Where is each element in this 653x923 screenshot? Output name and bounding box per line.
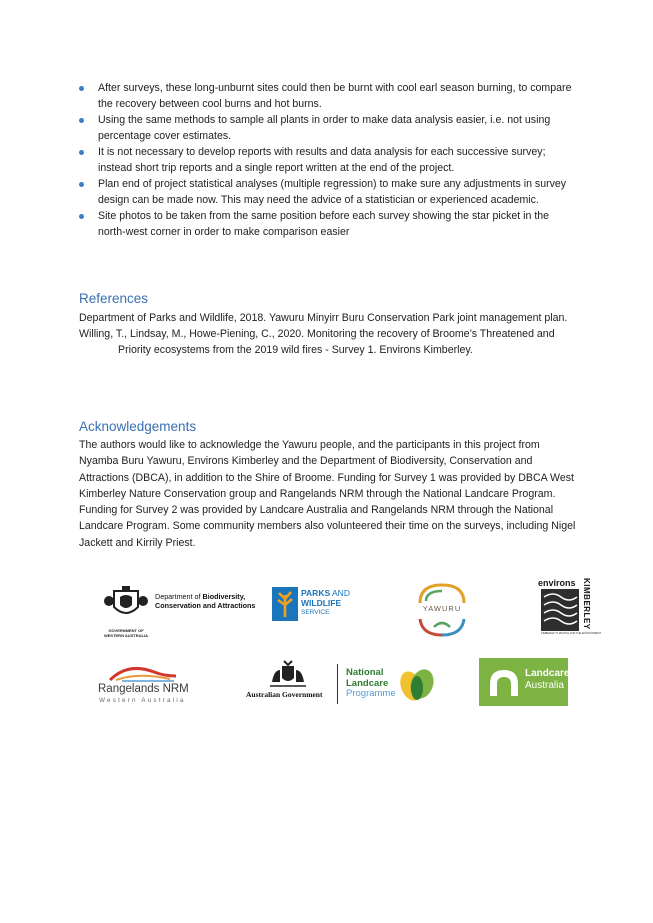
- parks-wildlife-logo: PARKS AND WILDLIFE SERVICE: [272, 587, 357, 623]
- dbca-logo-text: Department of Biodiversity, Conservation and Attractions: [155, 592, 256, 610]
- list-item: It is not necessary to develop reports with results and data analysis for each successive survey; instead short trip reports and a single report written at the end of the project.: [79, 144, 579, 176]
- leaf-icon: [397, 666, 437, 704]
- landcare-australia-logo: Landcare Australia: [479, 658, 568, 706]
- bullet-icon: [79, 118, 84, 123]
- bullet-icon: [79, 86, 84, 91]
- rangelands-landscape-icon: [108, 664, 178, 682]
- landcare-hands-icon: [487, 666, 521, 698]
- list-item: After surveys, these long-unburnt sites could then be burnt with cool earl season burning, to compare the recovery between cool burns and hot burns.: [79, 80, 579, 112]
- acknowledgements-heading: Acknowledgements: [79, 419, 197, 434]
- parks-emblem-icon: [272, 587, 298, 621]
- wa-government-logo: GOVERNMENT OF WESTERN AUSTRALIA: [100, 585, 160, 633]
- environs-pattern-icon: [541, 589, 579, 631]
- bullet-icon: [79, 150, 84, 155]
- list-item: Site photos to be taken from the same position before each survey showing the star picket in the north-west corner in order to make comparison easier: [79, 208, 579, 240]
- environs-kimberley-logo: environs KIMBERLEY KIMBERLEY'S PEOPLE FOR THE ENVIRONMENT: [538, 578, 602, 635]
- list-item: Plan end of project statistical analyses (multiple regression) to make sure any adjustments in survey design can be made now. This may need the advice of a statistician or experienced academic.: [79, 176, 579, 208]
- reference-item: Willing, T., Lindsay, M., Howe-Piening, C., 2020. Monitoring the recovery of Broome’s Threatened and Priority ecosystems from the 2019 wild fires - Survey 1. Environs Kimberley.: [79, 328, 555, 356]
- recommendation-list: [79, 80, 579, 240]
- commonwealth-crest-icon: [268, 660, 308, 688]
- national-landcare-programme-logo: National Landcare Programme: [337, 664, 437, 706]
- bullet-icon: [79, 214, 84, 219]
- references-list: [79, 310, 579, 358]
- references-heading: References: [79, 291, 149, 306]
- acknowledgements-text: The authors would like to acknowledge the Yawuru people, and the participants in this project from Nyamba Buru Yawuru, Environs Kimberley and the Department of Biodiversity, Conservation and Attractions (DBCA), in addition to the Shire of Broome. Funding for Survey 1 was provided by DBCA West Kimberley Nature Conservation group and Rangelands NRM through the National Landcare Program. Funding for Survey 2 was provided by Landcare Australia and Rangelands NRM through the National Landcare Program. Some community members also volunteered their time on the surveys, including Nigel Jackett and Kirrily Priest.: [79, 439, 576, 549]
- rangelands-nrm-logo: Rangelands NRM Western Australia: [98, 664, 198, 710]
- reference-item: Department of Parks and Wildlife, 2018. Yawuru Minyirr Buru Conservation Park joint management plan.: [79, 312, 568, 324]
- bullet-icon: [79, 182, 84, 187]
- yawuru-logo: YAWURU: [412, 581, 472, 639]
- divider: [337, 664, 338, 704]
- australian-government-logo: Australian Government: [246, 660, 336, 704]
- list-item: Using the same methods to sample all plants in order to make data analysis easier, i.e. not using percentage cover estimates.: [79, 112, 579, 144]
- wa-crest-icon: [100, 585, 152, 623]
